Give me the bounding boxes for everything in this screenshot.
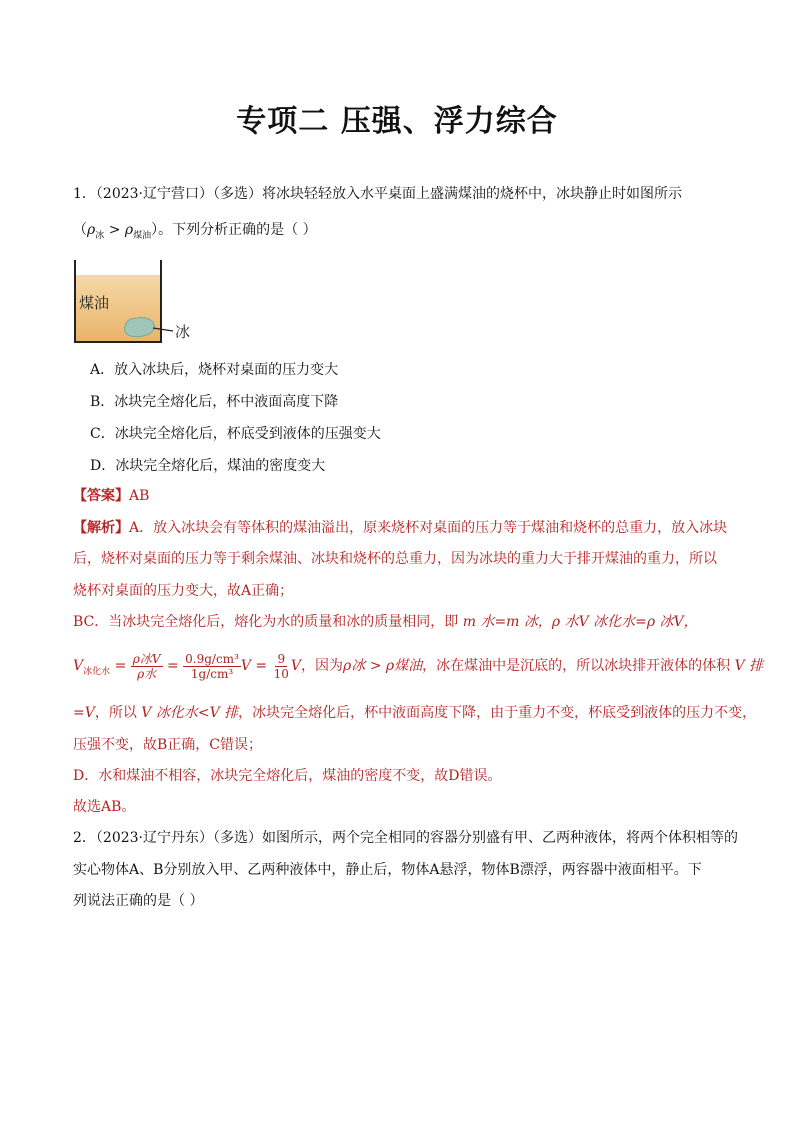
analysis-label: 【解析】 xyxy=(73,520,129,536)
q2-stem-line3: 列说法正确的是（ ） xyxy=(73,893,204,909)
eq-equals: = xyxy=(162,658,184,674)
q1-option-a: A．放入冰块后，烧杯对桌面的压力变大 xyxy=(90,362,339,378)
q1-answer xyxy=(73,486,149,506)
sub-ice: 冰 xyxy=(95,230,105,241)
q1-analysis-line3: 烧杯对桌面的压力变大，故A正确； xyxy=(73,583,294,599)
q1-paren-open: （ xyxy=(73,222,87,238)
q1-option-b: B．冰块完全熔化后，杯中液面高度下降 xyxy=(90,394,339,410)
eq-lhs-sub: 冰化水 xyxy=(83,666,111,677)
q1-analysis-line2: 后，烧杯对桌面的压力等于剩余煤油、冰块和烧杯的总重力，因为冰块的重力大于排开煤油的重力，所以 xyxy=(73,551,717,567)
eq-v: V = xyxy=(240,658,272,674)
q1-option-d: D．冰块完全熔化后，煤油的密度变大 xyxy=(90,458,326,474)
eq-compare: ρ冰 > ρ煤油 xyxy=(343,658,423,674)
eq-fraction-2: $\frac{\text{0.9g/cm³}}{\text{1g/cm³}}$ xyxy=(185,651,239,681)
beaker-figure xyxy=(73,260,203,345)
eq-lhs: V xyxy=(73,658,84,674)
eq-fraction-3: $\frac{9}{10}$ xyxy=(273,651,289,681)
q1-analysis-choose: 故选AB。 xyxy=(73,799,136,815)
answer-label: 【答案】 xyxy=(73,488,129,504)
q1-paren-close: ）。下列分析正确的是（ ） xyxy=(151,222,317,238)
analysis-text-1a: A．放入冰块会有等体积的煤油溢出，原来烧杯对桌面的压力等于煤油和烧杯的总重力，放入冰块 xyxy=(129,520,728,536)
ice-label: 冰 xyxy=(175,323,191,341)
q2-stem-line1: 2．（2023·辽宁丹东）（多选）如图所示，两个完全相同的容器分别盛有甲、乙两种液体，将两个体积相等的 xyxy=(73,830,738,846)
bc-formula: m 水=m 冰，ρ 水V 冰化水=ρ 冰V， xyxy=(458,614,698,630)
q1-analysis-press: 压强不变，故B正确，C错误； xyxy=(73,737,262,753)
eq-equals: = xyxy=(110,658,131,674)
q2-stem-line2: 实心物体A、B分别放入甲、乙两种液体中，静止后，物体A悬浮，物体B漂浮，两容器中液面相平。下 xyxy=(73,862,702,878)
sub-oil: 煤油 xyxy=(133,230,152,241)
rho-symbol: ρ xyxy=(124,222,134,238)
answer-value: AB xyxy=(129,488,150,504)
q1-option-c: C．冰块完全熔化后，杯底受到液体的压强变大 xyxy=(90,426,381,442)
q1-analysis-d: D．水和煤油不相容，冰块完全熔化后，煤油的密度不变，故D错误。 xyxy=(73,768,502,784)
q1-analysis-v-line: =V，所以 V 冰化水<V 排，冰块完全熔化后，杯中液面高度下降，由于重力不变，杯底受到液体的压力不变， xyxy=(73,705,757,721)
eq-text: ，因为 xyxy=(301,658,344,674)
q1-stem-line2 xyxy=(73,220,317,246)
eq-text2: ，冰在煤油中是沉底的，所以冰块排开液体的体积 xyxy=(422,658,731,674)
eq-v2: V xyxy=(290,658,302,674)
oil-label: 煤油 xyxy=(79,294,110,312)
eq-vpai: V 排 xyxy=(730,658,764,674)
q1-analysis-line1 xyxy=(73,518,727,538)
eq-fraction-1: $\frac{\text{ρ冰V}}{\text{ρ水}}$ xyxy=(132,651,161,681)
gt-symbol: > xyxy=(104,222,125,238)
q1-analysis-bc xyxy=(73,612,698,632)
bc-text: BC．当冰块完全熔化后，熔化为水的质量和冰的质量相同，即 xyxy=(73,614,459,630)
q1-stem-line1: 1．（2023·辽宁营口）（多选）将冰块轻轻放入水平桌面上盛满煤油的烧杯中，冰块静止时如图所示 xyxy=(73,186,682,202)
q1-equation-line xyxy=(73,651,763,687)
page-title: 专项二 压强、浮力综合 xyxy=(236,104,558,139)
rho-symbol: ρ xyxy=(87,222,96,238)
ice-block xyxy=(125,318,155,337)
